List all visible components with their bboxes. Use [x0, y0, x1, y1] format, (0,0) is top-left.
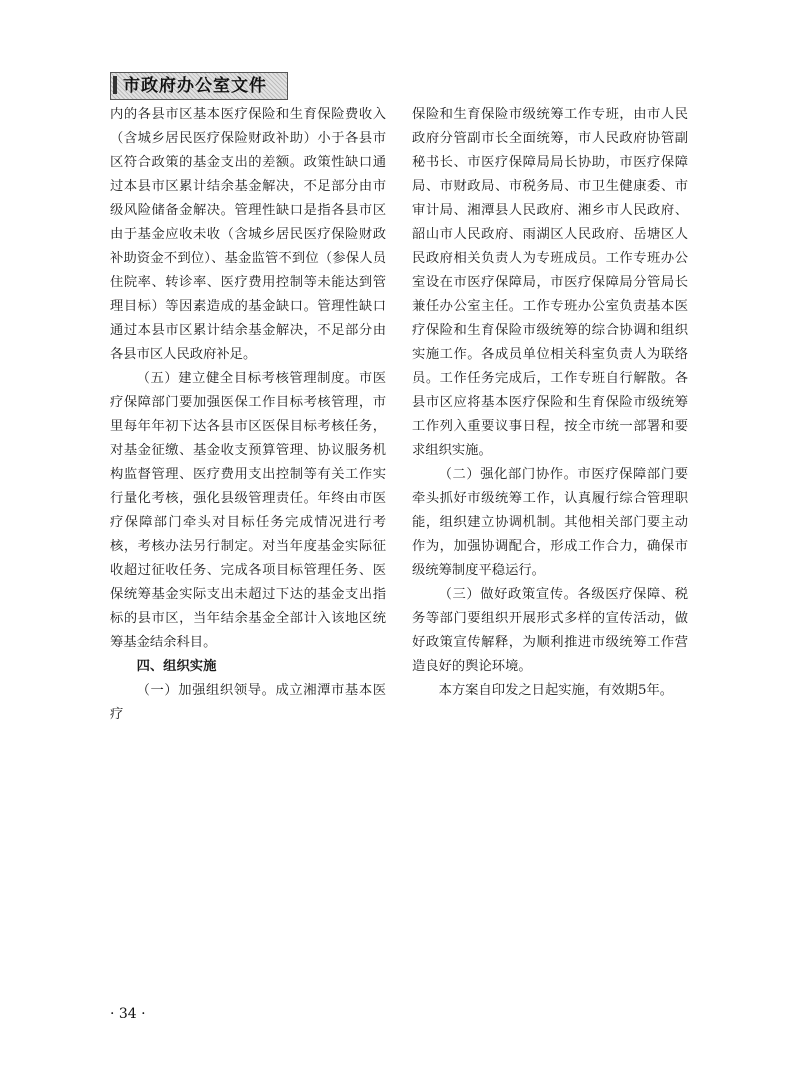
continued-paragraph: 内的各县市区基本医疗保险和生育保险费收入（含城乡居民医疗保险财政补助）小于各县市区符合政策的基金支出的差额。政策性缺口通过本县市区累计结余基金解决，不足部分由市级风险储备金解决。管理性缺口是指各县市区由于基金应收未收（含城乡居民医疗保险财政补助资金不到位）、基金监管不到位（参保人员住院率、转诊率、医疗费用控制等未能达到管理目标）等因素造成的基金缺口。管理性缺口通过本县市区累计结余基金解决，不足部分由各县市区人民政府补足。 — [110, 107, 386, 362]
page-number: · 34 · — [110, 1006, 146, 1022]
coordination-paragraph: （二）强化部门协作。市医疗保障部门要牵头抓好市级统筹工作，认真履行综合管理职能，组织建立协调机制。其他相关部门要主动作为，加强协调配合，形成工作合力，确保市级统筹制度平稳运行。 — [412, 467, 688, 578]
left-text-column — [110, 103, 386, 727]
leadership-paragraph-start: （一）加强组织领导。成立湘潭市基本医疗 — [110, 683, 386, 722]
assessment-paragraph: （五）建立健全目标考核管理制度。市医疗保障部门要加强医保工作目标考核管理，市里每年年初下达各县市区医保目标考核任务，对基金征缴、基金收支预算管理、协议服务机构监督管理、医疗费用支出控制等有关工作实行量化考核，强化县级管理责任。年终由市医疗保障部门牵头对目标任务完成情况进行考核，考核办法另行制定。对当年度基金实际征收超过征收任务、完成各项目标管理任务、医保统筹基金实际支出未超过下达的基金支出指标的县市区，当年结余基金全部计入该地区统筹基金结余科目。 — [110, 371, 386, 650]
header-accent-bar — [113, 76, 117, 94]
leadership-paragraph-continued: 保险和生育保险市级统筹工作专班，由市人民政府分管副市长全面统筹，市人民政府协管副秘书长、市医疗保障局局长协助，市医疗保障局、市财政局、市税务局、市卫生健康委、市审计局、湘潭县人民政府、湘乡市人民政府、韶山市人民政府、雨湖区人民政府、岳塘区人民政府相关负责人为专班成员。工作专班办公室设在市医疗保障局，市医疗保障局分管局长兼任办公室主任。工作专班办公室负责基本医疗保险和生育保险市级统筹的综合协调和组织实施工作。各成员单位相关科室负责人为联络员。工作任务完成后，工作专班自行解散。各县市区应将基本医疗保险和生育保险市级统筹工作列入重要议事日程，按全市统一部署和要求组织实施。 — [412, 107, 688, 458]
publicity-paragraph: （三）做好政策宣传。各级医疗保障、税务等部门要组织开展形式多样的宣传活动，做好政策宣传解释，为顺利推进市级统筹工作营造良好的舆论环境。 — [412, 587, 688, 674]
right-text-column — [412, 103, 688, 703]
section-header-tag — [110, 72, 288, 100]
section-header-title: 市政府办公室文件 — [123, 76, 267, 96]
section-heading-implementation: 四、组织实施 — [136, 659, 217, 674]
effective-date-paragraph: 本方案自印发之日起实施，有效期5年。 — [438, 683, 674, 698]
